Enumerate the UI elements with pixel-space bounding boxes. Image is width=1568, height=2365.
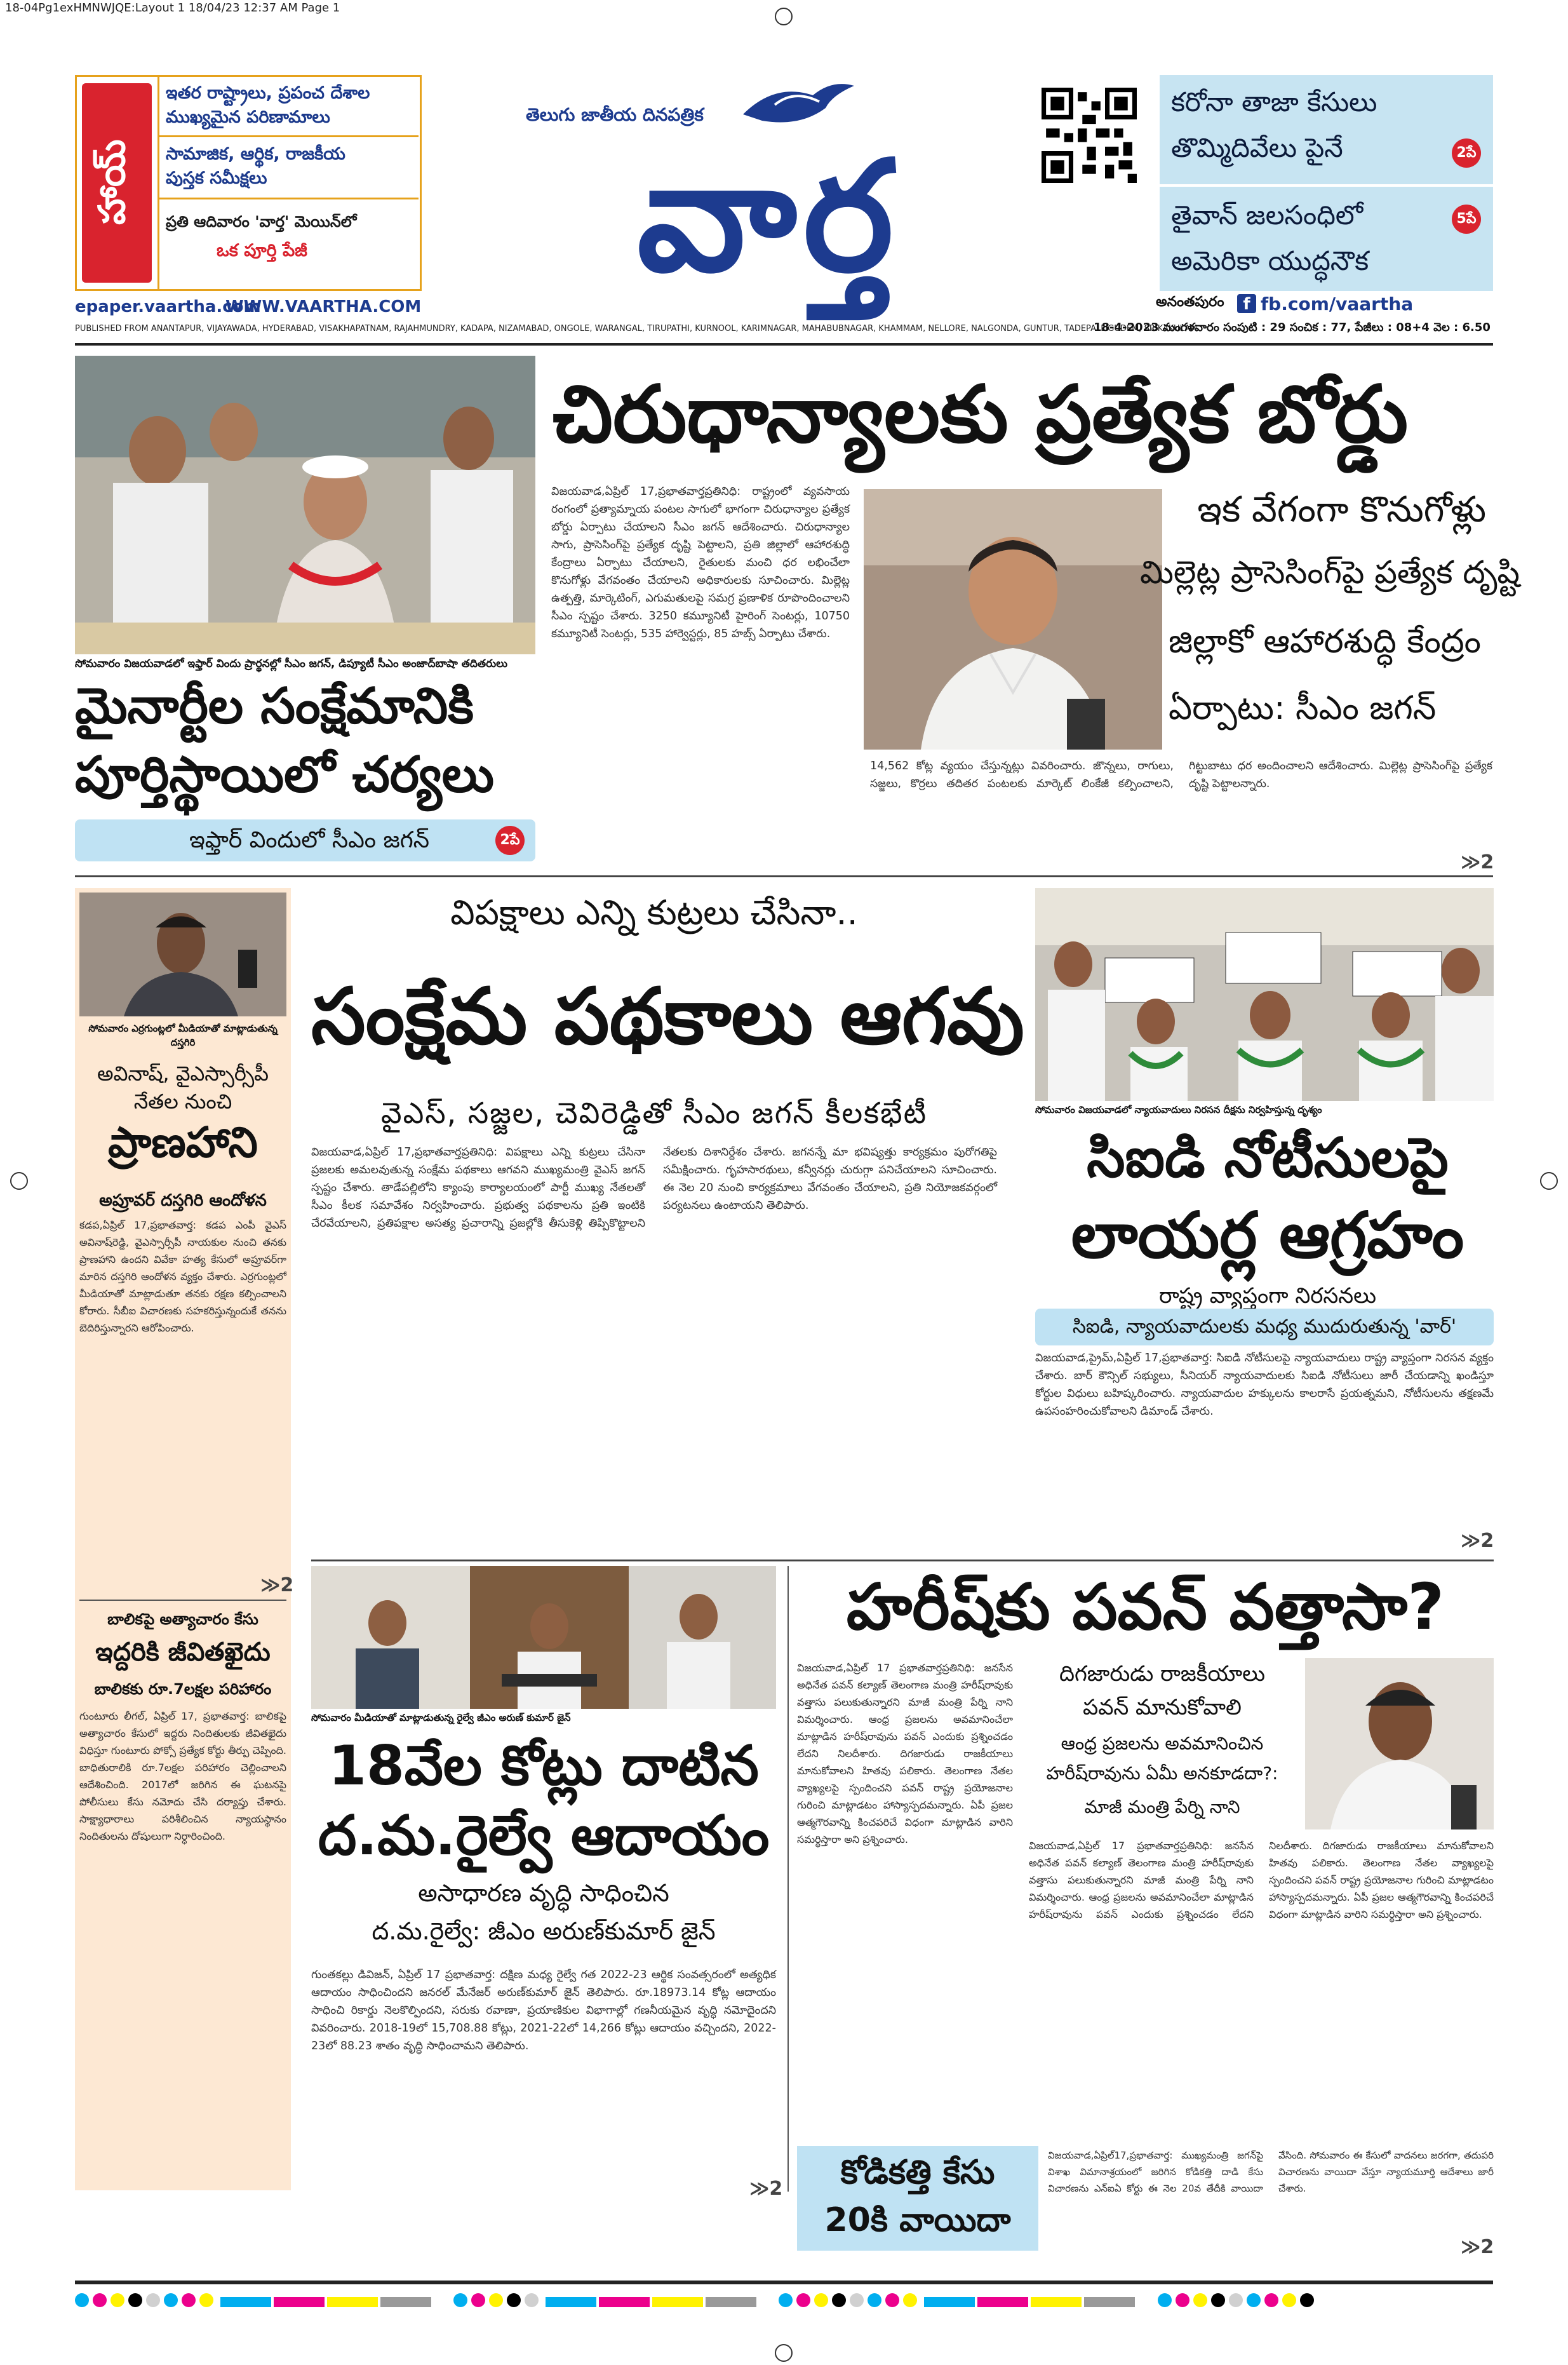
lawyers-protest-photo xyxy=(1035,888,1494,1101)
epaper-link[interactable]: epaper.vaartha.com xyxy=(75,297,261,316)
promo-line: ఒక పూర్తి పేజీ xyxy=(217,241,307,260)
edition-city: అనంతపురం xyxy=(1156,294,1224,310)
lead-body: విజయవాడ,ఏప్రిల్ 17,ప్రభాతవార్తప్రతినిధి: రాష్ట్రంలో వ్యవసాయ రంగంలో ప్రత్యామ్నాయ పంటల సాగులో భాగంగా చిరుధాన్యాల ప్రత్యేక బోర్డు ఏర్పాటు చేయాలని సీఎం జగన్ ఆదేశించారు. చిరుధాన్యాల సాగు, ప్రాసెసింగ్‌పై ప్రత్యేక దృష్టి పెట్టాలని, ప్రతి జిల్లాలో ఆహారశుద్ధి కేంద్రాలు ఏర్పాటు చేయాలని, రైతులకు మంచి ధర లభించేలా కొనుగోళ్లు వేగవంతం చేయాలని అధికారులకు సూచించారు. మిల్లెట్ల ఉత్పత్తి, మార్కెటింగ్, ఎగుమతులపై సమగ్ర ప్రణాళిక రూపొందించాలని సీఎం స్పష్టం చేశారు. 3250 కమ్యూనిటీ హైరింగ్ సెంటర్లు, 10750 కమ్యూనిటీ సెంటర్లు, 535 హార్వెస్టర్లు, 85 హబ్స్ ఏర్పాటు చేశారు. xyxy=(551,485,850,640)
brief-line: తొమ్మిదివేలు పైనే xyxy=(1171,132,1343,163)
welfare-kicker: విపక్షాలు ఎన్ని కుట్రలు చేసినా.. xyxy=(450,893,858,933)
qr-code-icon[interactable] xyxy=(1042,88,1137,183)
column-rule xyxy=(787,1566,789,2192)
harish-body-cont: విజయవాడ,ఏప్రిల్ 17 ప్రభాతవార్తప్రతినిధి: జనసేన అధినేత పవన్ కల్యాణ్ తెలంగాణ మంత్రి హరీష్‌రావుకు వత్తాసు పలుకుతున్నారని మాజీ మంత్రి పేర్ని నాని విమర్శించారు. ఆంధ్ర ప్రజలను అవమానించేలా మాట్లాడిన హరీష్‌రావును పవన్ ఎందుకు ప్రశ్నించడం లేదని నిలదీశారు. దిగజారుడు రాజకీయాలు మానుకోవాలని హితవు పలికారు. తెలంగాణ నేతల వ్యాఖ్యలపై స్పందించని పవన్ రాష్ట్ర ప్రయోజనాల గురించి మాట్లాడటం హాస్యాస్పదమన్నారు. ఏపీ ప్రజల ఆత్మగౌరవాన్ని కించపరిచే విధంగా మాట్లాడిన వారిని సమర్థిస్తారా అని ప్రశ్నించారు. xyxy=(1029,1840,1494,1920)
harish-body: విజయవాడ,ఏప్రిల్ 17 ప్రభాతవార్తప్రతినిధి: జనసేన అధినేత పవన్ కల్యాణ్ తెలంగాణ మంత్రి హరీష్‌రావుకు వత్తాసు పలుకుతున్నారని మాజీ మంత్రి పేర్ని నాని విమర్శించారు. ఆంధ్ర ప్రజలను అవమానించేలా మాట్లాడిన హరీష్‌రావును పవన్ ఎందుకు ప్రశ్నించడం లేదని నిలదీశారు. దిగజారుడు రాజకీయాలు మానుకోవాలని హితవు పలికారు. తెలంగాణ నేతల వ్యాఖ్యలపై స్పందించని పవన్ రాష్ట్ర ప్రయోజనాల గురించి మాట్లాడటం హాస్యాస్పదమన్నారు. ఏపీ ప్రజల ఆత్మగౌరవాన్ని కించపరిచే విధంగా మాట్లాడిన వారిని సమర్థిస్తారా అని ప్రశ్నించారు. xyxy=(797,1662,1013,1845)
iftar-illustration xyxy=(75,356,535,654)
published-from: PUBLISHED FROM ANANTAPUR, VIJAYAWADA, HYDERABAD, VISAKHAPATNAM, RAJAHMUNDRY, KADAPA, NIZAMABAD, ONGOLE, WARANGAL, TIRUPATHI, KURNOOL, KARIMNAGAR, MAHABUBNAGAR, KHAMMAM, NELLORE, NALGONDA, GUNTUR, TADEPALLIGUDEM, SRIKAKULAM xyxy=(75,324,1198,334)
page-badge[interactable]: 2పే xyxy=(1452,138,1481,168)
brief-line: కరోనా తాజా కేసులు xyxy=(1171,86,1377,118)
lawyers-headline-line1: సిఐడి నోటీసులపై xyxy=(1087,1126,1449,1190)
promo-line: ప్రతి ఆదివారం 'వార్త' మెయిన్‌లో xyxy=(166,213,357,231)
pocso-sub: బాలికకు రూ.7లక్షల పరిహారం xyxy=(94,1680,272,1698)
registration-mark xyxy=(775,8,793,25)
railway-body: గుంతకల్లు డివిజన్, ఏప్రిల్ 17 ప్రభాతవార్త: దక్షిణ మధ్య రైల్వే గత 2022-23 ఆర్థిక సంవత్సరంలో అత్యధిక ఆదాయం సాధించిందని జనరల్ మేనేజర్ అరుణ్‌కుమార్ జైన్ తెలిపారు. రూ.18973.14 కోట్ల ఆదాయం సాధించి రికార్డు నెలకొల్పిందని, సరుకు రవాణా, ప్రయాణికుల విభాగాల్లో గణనీయమైన వృద్ధి నమోదైందని వివరించారు. 2018-19లో 15,708.88 కోట్లు, 2021-22లో 14,266 కోట్లు ఆదాయం వచ్చిందని, 2022-23లో 88.23 శాతం వృద్ధి సాధించామని తెలిపారు. xyxy=(311,1969,776,2052)
continued-marker[interactable]: ≫2 xyxy=(749,2178,783,2200)
photo-caption: సోమవారం మీడియాతో మాట్లాడుతున్న రైల్వే జీఎం అరుణ్ కుమార్ జైన్ xyxy=(311,1712,571,1723)
lawyers-illustration xyxy=(1035,888,1494,1101)
kodikatti-body: విజయవాడ,ఏప్రిల్17,ప్రభాతవార్త: ముఖ్యమంత్రి జగన్‌పై విశాఖ విమానాశ్రయంలో జరిగిన కోడికత్తి దాడి కేసు విచారణను ఎన్ఐఏ కోర్టు ఈ నెల 20వ తేదీకి వాయిదా వేసింది. సోమవారం ఈ కేసులో వాదనలు జరగగా, తదుపరి విచారణను వాయిదా వేస్తూ న్యాయమూర్తి ఆదేశాలు జారీ చేశారు. xyxy=(1048,2150,1494,2194)
dastagiri-headline: ప్రాణహాని xyxy=(108,1118,258,1167)
railway-headline-line1: 18వేల కోట్లు దాటిన xyxy=(328,1734,759,1798)
railway-pressmeet-photo xyxy=(311,1566,776,1709)
dove-icon xyxy=(737,76,857,133)
iftar-photo xyxy=(75,356,535,654)
iftar-pill: ఇఫ్తార్ విందులో సీఎం జగన్ xyxy=(75,819,535,861)
welfare-body: విజయవాడ,ఏప్రిల్ 17,ప్రభాతవార్తప్రతినిధి: విపక్షాలు ఎన్ని కుట్రలు చేసినా ప్రజలకు అమలవుతున్న సంక్షేమ పథకాలు ఆగవని ముఖ్యమంత్రి వైఎస్ జగన్ స్పష్టం చేశారు. తాడేపల్లిలోని క్యాంపు కార్యాలయంలో పార్టీ ముఖ్య నేతలతో సీఎం కీలక సమావేశం నిర్వహించారు. ప్రభుత్వ పథకాలను ప్రతి ఇంటికి చేరవేయాలని, ప్రతిపక్షాల అసత్య ప్రచారాన్ని ప్రజల్లోకి తీసుకెళ్లి తిప్పికొట్టాలని నేతలకు దిశానిర్దేశం చేశారు. జగనన్నే మా భవిష్యత్తు కార్యక్రమం పురోగతిపై సమీక్షించారు. గృహసారథులు, కన్వీనర్లు చురుగ్గా పనిచేయాలని సూచించారు. ఈ నెల 20 నుంచి కార్యక్రమాలు వేగవంతం చేయాలని, ప్రతి నియోజకవర్గంలో పర్యటనలు ఉంటాయని తెలిపారు. xyxy=(311,1146,997,1230)
photo-caption: సోమవారం విజయవాడలో న్యాయవాదులు నిరసన దీక్షను నిర్వహిస్తున్న దృశ్యం xyxy=(1035,1104,1322,1115)
promo-logo-word: హాయ్ xyxy=(90,139,133,226)
harish-sub: ఆంధ్ర ప్రజలను అవమానించిన xyxy=(1061,1733,1264,1754)
dastagiri-sub: అప్రూవర్ దస్తగిరి ఆందోళన xyxy=(99,1191,267,1210)
masthead-tagline: తెలుగు జాతీయ దినపత్రిక xyxy=(526,104,704,125)
lawyers-sub: రాష్ట్ర వ్యాప్తంగా నిరసనలు xyxy=(1159,1283,1376,1309)
harish-headline: హరీష్‌కు పవన్ వత్తాసా? xyxy=(846,1570,1445,1644)
promo-line: ఇతర రాష్ట్రాలు, ప్రపంచ దేశాల xyxy=(166,83,370,103)
railway-illustration xyxy=(311,1566,776,1709)
pocso-kicker: బాలికపై అత్యాచారం కేసు xyxy=(107,1610,258,1628)
registration-mark xyxy=(10,1172,28,1190)
dastagiri-photo xyxy=(79,893,286,1016)
page-badge[interactable]: 5పే xyxy=(1452,205,1481,234)
sunday-promo-box[interactable] xyxy=(75,75,422,291)
harish-sub: పవన్ మానుకోవాలి xyxy=(1083,1695,1242,1720)
lead-headline: చిరుధాన్యాలకు ప్రత్యేక బోర్డు xyxy=(553,369,1409,461)
promo-line: ముఖ్యమైన పరిణామాలు xyxy=(166,107,330,127)
continued-marker[interactable]: ≫2 xyxy=(1461,1530,1494,1552)
minority-headline-line2: పూర్తిస్థాయిలో చర్యలు xyxy=(75,746,495,804)
dastagiri-kicker: అవినాష్, వైఎస్సార్సీపీ నేతల నుంచి xyxy=(97,1061,269,1114)
dastagiri-illustration xyxy=(79,893,286,1016)
header-rule xyxy=(75,343,1493,346)
brief-line: తైవాన్ జలసంధిలో xyxy=(1171,199,1364,231)
continued-marker[interactable]: ≫2 xyxy=(1461,2236,1494,2258)
promo-lines xyxy=(159,77,420,289)
brief-line: అమెరికా యుద్ధనౌక xyxy=(1171,245,1369,276)
continued-marker[interactable]: ≫2 xyxy=(260,1574,294,1596)
dateline: 18-4-2023 మంగళవారం సంపుటి : 29 సంచిక : 77, పేజీలు : 08+4 వెల : 6.50 xyxy=(1094,321,1491,334)
lead-sub: జిల్లాకో ఆహారశుద్ధి కేంద్రం xyxy=(1169,623,1481,661)
registration-mark xyxy=(775,2344,793,2362)
kodikatti-line2: 20కి వాయిదా xyxy=(824,2201,1011,2239)
lead-sub: ఇక వేగంగా కొనుగోళ్లు xyxy=(1197,489,1486,530)
railway-sub: అసాధారణ వృద్ధి సాధించిన xyxy=(418,1879,669,1907)
dastagiri-body: కడప,ఏప్రిల్ 17,ప్రభాతవార్త: కడప ఎంపీ వైఎస్ అవినాష్‌రెడ్డి, వైఎస్సార్సీపీ నాయకుల నుంచి తనకు ప్రాణహాని ఉందని వివేకా హత్య కేసులో అప్రూవర్‌గా మారిన దస్తగిరి ఆందోళన వ్యక్తం చేశారు. ఎర్రగుంట్లలో మీడియాతో మాట్లాడుతూ తనకు రక్షణ కల్పించాలని కోరారు. సీబీఐ విచారణకు సహకరిస్తున్నందుకే తనను బెదిరిస్తున్నారని ఆరోపించారు. xyxy=(79,1219,286,1334)
minority-headline-line1: మైనార్టీల సంక్షేమానికి xyxy=(75,678,474,735)
lead-body-cont: 14,562 కోట్ల వ్యయం చేస్తున్నట్లు వివరించారు. జొన్నలు, రాగులు, సజ్జలు, కొర్రలు తదితర పంటలకు మార్కెట్ లింకేజీ కల్పించాలని, గిట్టుబాటు ధర అందించాలని ఆదేశించారు. మిల్లెట్ల ప్రాసెసింగ్‌పై ప్రత్యేక దృష్టి పెట్టాలన్నారు. xyxy=(870,760,1492,790)
continued-marker[interactable]: ≫2 xyxy=(1461,851,1494,873)
promo-line: సామాజిక, ఆర్థిక, రాజకీయ xyxy=(166,144,345,164)
masthead[interactable] xyxy=(521,126,1016,306)
perni-nani-illustration xyxy=(1305,1658,1494,1829)
footer-rule xyxy=(75,2281,1493,2284)
website-link[interactable]: WWW.VAARTHA.COM xyxy=(225,297,422,316)
welfare-sub: వైఎస్, సజ్జల, చెవిరెడ్డితో సీఎం జగన్ కీలకభేటీ xyxy=(380,1096,928,1130)
pocso-headline: ఇద్దరికి జీవితఖైదు xyxy=(95,1638,271,1667)
print-slug: 18-04Pg1exHMNWJQE:Layout 1 18/04/23 12:37 AM Page 1 xyxy=(5,1,340,15)
harish-sub: దిగజారుడు రాజకీయాలు xyxy=(1059,1661,1265,1687)
perni-nani-photo xyxy=(1305,1658,1494,1829)
lawyers-body: విజయవాడ,ప్రైమ్,ఏప్రిల్ 17,ప్రభాతవార్త: సిఐడి నోటీసులపై న్యాయవాదులు రాష్ట్ర వ్యాప్తంగా నిరసన వ్యక్తం చేశారు. బార్ కౌన్సిల్ సభ్యులు, సీనియర్ న్యాయవాదులకు సిఐడి నోటీసులు జారీ చేయడాన్ని ఖండిస్తూ కోర్టుల విధులు బహిష్కరించారు. న్యాయవాదుల హక్కులను కాలరాసే ప్రయత్నమని, నోటీసులను తక్షణమే ఉపసంహరించుకోవాలని డిమాండ్ చేశారు. xyxy=(1035,1352,1494,1418)
photo-caption: సోమవారం విజయవాడలో ఇఫ్తార్ విందు ప్రార్థనల్లో సీఎం జగన్, డిప్యూటీ సీఎం అంజాద్‌బాషా తదితరులు xyxy=(75,657,508,670)
photo-caption: సోమవారం ఎర్రగుంట్లలో మీడియాతో మాట్లాడుతున్న దస్తగిరి xyxy=(88,1023,278,1048)
harish-sub: మాజీ మంత్రి పేర్ని నాని xyxy=(1084,1796,1240,1817)
lead-sub: మిల్లెట్ల ప్రాసెసింగ్‌పై ప్రత్యేక దృష్టి xyxy=(1140,554,1520,591)
promo-line: పుస్తక సమీక్షలు xyxy=(166,168,267,188)
promo-logo xyxy=(77,77,159,289)
section-rule xyxy=(75,875,1493,877)
welfare-headline: సంక్షేమ పథకాలు ఆగవు xyxy=(311,971,1024,1061)
lawyers-pill: సిఐడి, న్యాయవాదులకు మధ్య ముదురుతున్న 'వార్' xyxy=(1035,1309,1494,1345)
kodikatti-line1: కోడికత్తి కేసు xyxy=(840,2153,995,2192)
facebook-icon: f xyxy=(1237,294,1256,313)
railway-headline-line2: ద.మ.రైల్వే ఆదాయం xyxy=(318,1804,770,1868)
lead-sub: ఏర్పాటు: సీఎం జగన్ xyxy=(1169,689,1437,727)
color-calibration-bar xyxy=(75,2293,1493,2310)
lawyers-headline-line2: లాయర్ల ఆగ్రహం xyxy=(1071,1198,1464,1272)
pocso-body: గుంటూరు లీగల్, ఏప్రిల్ 17, ప్రభాతవార్త: బాలికపై అత్యాచారం కేసులో ఇద్దరు నిందితులకు జీవితఖైదు విధిస్తూ గుంటూరు పోక్సో ప్రత్యేక కోర్టు తీర్పు చెప్పింది. బాధితురాలికి రూ.7లక్షల పరిహారం చెల్లించాలని ఆదేశించింది. 2017లో జరిగిన ఈ ఘటనపై పోలీసులు కేసు నమోదు చేసి దర్యాప్తు చేశారు. సాక్ష్యాధారాలు పరిశీలించిన న్యాయస్థానం నిందితులను దోషులుగా నిర్ధారించింది. xyxy=(79,1710,286,1842)
harish-sub: హరీష్‌రావును ఏమీ అనకూడదా?: xyxy=(1046,1763,1278,1784)
registration-mark xyxy=(1540,1172,1558,1190)
page-badge[interactable]: 2పే xyxy=(495,826,525,855)
facebook-link[interactable]: fb.com/vaartha xyxy=(1261,293,1414,314)
masthead-title: వార్త xyxy=(637,126,900,306)
top-right-briefs xyxy=(1160,75,1493,291)
railway-sub: ద.మ.రైల్వే: జీఎం అరుణ్‌కుమార్ జైన్ xyxy=(372,1917,716,1945)
